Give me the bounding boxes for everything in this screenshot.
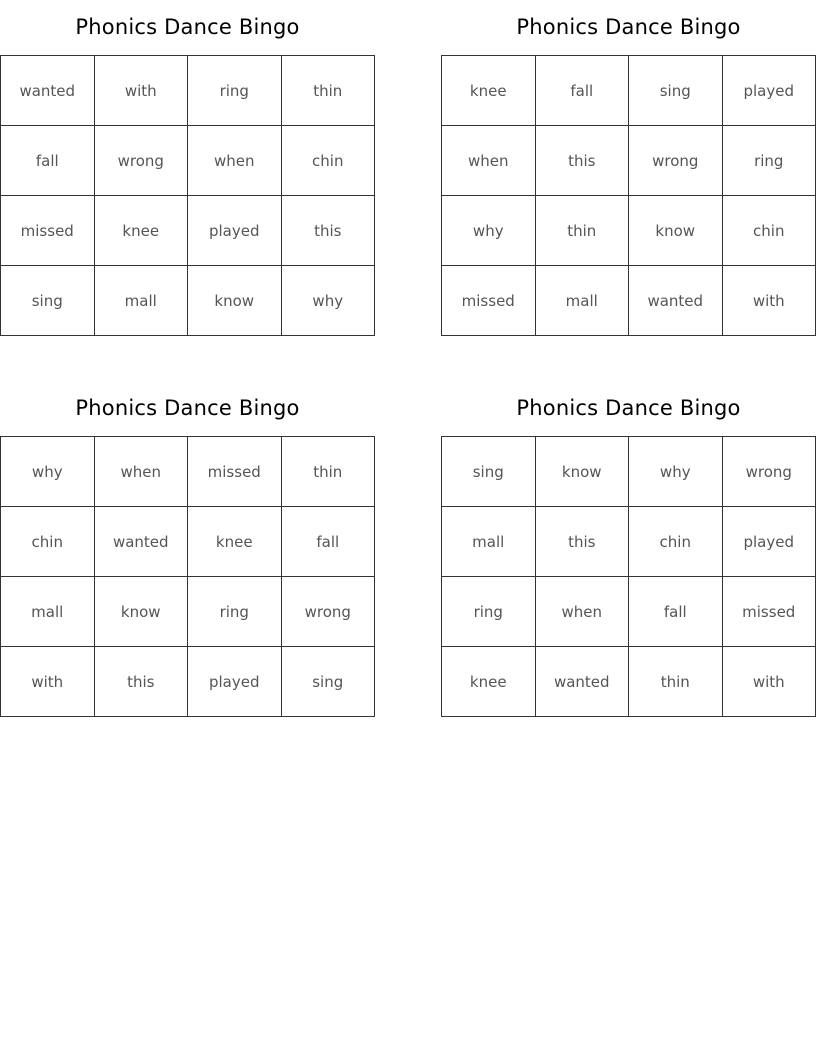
grid-cell: know — [535, 437, 629, 507]
grid-cell: thin — [281, 437, 375, 507]
grid-cell: knee — [94, 196, 188, 266]
grid-cell: chin — [1, 507, 95, 577]
grid-cell: chin — [722, 196, 816, 266]
grid-cell: ring — [188, 577, 282, 647]
grid-cell: knee — [442, 647, 536, 717]
grid-cell: chin — [629, 507, 723, 577]
grid-row — [442, 577, 816, 647]
grid-cell: knee — [188, 507, 282, 577]
card-title: Phonics Dance Bingo — [75, 15, 300, 39]
grid-cell: fall — [1, 126, 95, 196]
grid-cell: with — [722, 647, 816, 717]
grid-cell: fall — [281, 507, 375, 577]
grid-row — [1, 266, 375, 336]
grid-cell: wrong — [94, 126, 188, 196]
grid-cell: chin — [281, 126, 375, 196]
grid-cell: fall — [629, 577, 723, 647]
grid-row — [1, 647, 375, 717]
grid-row — [442, 126, 816, 196]
grid-row — [442, 196, 816, 266]
grid-cell: ring — [188, 56, 282, 126]
grid-cell: know — [94, 577, 188, 647]
grid-cell: mall — [94, 266, 188, 336]
grid-cell: know — [629, 196, 723, 266]
grid-cell: know — [188, 266, 282, 336]
grid-cell: wrong — [629, 126, 723, 196]
grid-cell: sing — [281, 647, 375, 717]
grid-row — [1, 56, 375, 126]
grid-cell: ring — [442, 577, 536, 647]
grid-cell: wanted — [629, 266, 723, 336]
grid-cell: wanted — [94, 507, 188, 577]
grid-cell: knee — [442, 56, 536, 126]
grid-cell: fall — [535, 56, 629, 126]
grid-row — [442, 437, 816, 507]
grid-cell: with — [1, 647, 95, 717]
grid-cell: why — [1, 437, 95, 507]
grid-row — [1, 577, 375, 647]
bingo-grid — [441, 436, 816, 717]
grid-cell: this — [281, 196, 375, 266]
card-title: Phonics Dance Bingo — [75, 396, 300, 420]
grid-cell: thin — [629, 647, 723, 717]
grid-cell: when — [442, 126, 536, 196]
grid-cell: when — [94, 437, 188, 507]
grid-cell: mall — [1, 577, 95, 647]
grid-cell: missed — [722, 577, 816, 647]
grid-cell: thin — [535, 196, 629, 266]
grid-row — [442, 647, 816, 717]
grid-cell: missed — [442, 266, 536, 336]
grid-cell: wanted — [535, 647, 629, 717]
grid-cell: missed — [1, 196, 95, 266]
grid-cell: wrong — [722, 437, 816, 507]
grid-cell: sing — [442, 437, 536, 507]
grid-cell: when — [535, 577, 629, 647]
bingo-grid — [0, 436, 375, 717]
grid-cell: played — [722, 56, 816, 126]
grid-cell: played — [722, 507, 816, 577]
grid-cell: ring — [722, 126, 816, 196]
grid-cell: wanted — [1, 56, 95, 126]
grid-cell: mall — [535, 266, 629, 336]
grid-cell: played — [188, 647, 282, 717]
grid-cell: sing — [629, 56, 723, 126]
grid-row — [1, 196, 375, 266]
grid-cell: why — [629, 437, 723, 507]
grid-cell: this — [535, 507, 629, 577]
grid-cell: when — [188, 126, 282, 196]
grid-cell: played — [188, 196, 282, 266]
bingo-grid — [0, 55, 375, 336]
bingo-grid — [441, 55, 816, 336]
grid-cell: mall — [442, 507, 536, 577]
grid-cell: missed — [188, 437, 282, 507]
grid-row — [442, 266, 816, 336]
card-title: Phonics Dance Bingo — [516, 15, 741, 39]
grid-row — [1, 437, 375, 507]
bingo-card-4 — [441, 381, 816, 717]
bingo-card-1 — [0, 0, 375, 336]
grid-cell: thin — [281, 56, 375, 126]
grid-cell: wrong — [281, 577, 375, 647]
grid-row — [442, 507, 816, 577]
grid-row — [442, 56, 816, 126]
grid-cell: sing — [1, 266, 95, 336]
grid-cell: why — [281, 266, 375, 336]
grid-cell: this — [535, 126, 629, 196]
grid-row — [1, 126, 375, 196]
card-title: Phonics Dance Bingo — [516, 396, 741, 420]
grid-cell: with — [94, 56, 188, 126]
bingo-card-2 — [441, 0, 816, 336]
bingo-card-3 — [0, 381, 375, 717]
grid-row — [1, 507, 375, 577]
grid-cell: why — [442, 196, 536, 266]
grid-cell: this — [94, 647, 188, 717]
grid-cell: with — [722, 266, 816, 336]
